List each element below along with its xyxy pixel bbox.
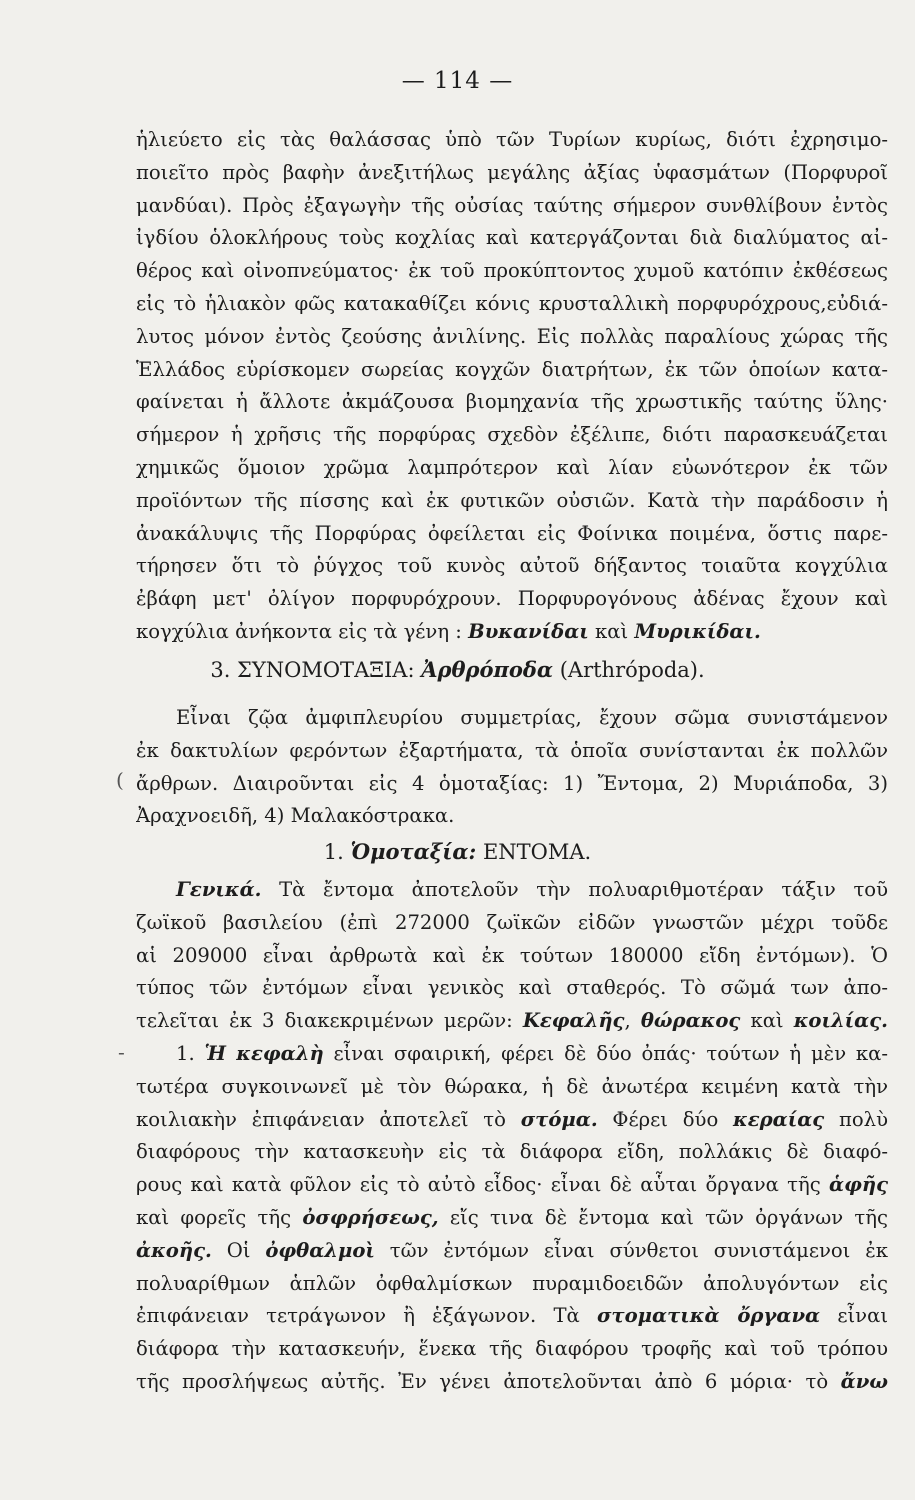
- genus-name-bold: Μυρικίδαι.: [634, 619, 761, 643]
- text-line: ποιεῖτο πρὸς βαφὴν ἀνεξιτήλως μεγάλης ἀξίας ὑφασμάτων (Πορφυροῖ: [136, 160, 888, 184]
- margin-mark: (: [116, 768, 124, 792]
- text-line: ἰγδίου ὁλοκλήρους τοὺς κοχλίας καὶ κατεργάζονται διὰ διαλύματος αἰ-: [136, 226, 888, 250]
- text-line: ἀνακάλυψις τῆς Πορφύρας ὀφείλεται εἰς Φοίνικα ποιμένα, ὅστις παρε-: [136, 521, 888, 545]
- text-line: θέρος καὶ οἰνοπνεύματος· ἐκ τοῦ προκύπτοντος χυμοῦ κατόπιν ἐκθέσεως: [136, 259, 888, 283]
- text-run: κοιλιακὴν ἐπιφάνειαν ἀποτελεῖ τὸ: [136, 1107, 521, 1131]
- heading-prefix: 3. ΣΥΝΟΜΟΤΑΞΙΑ:: [210, 658, 422, 682]
- text-run: τῶν ἐντόμων εἶναι σύνθετοι συνιστάμενοι ἐκ: [374, 1238, 888, 1262]
- text-line: τύπος τῶν ἐντόμων εἶναι γενικὸς καὶ σταθερός. Τὸ σῶμά των ἀπο-: [136, 976, 888, 1000]
- text-line: λυτος μόνον ἐντὸς ζεούσης ἀνιλίνης. Εἰς πολλὰς παραλίους χώρας τῆς: [136, 324, 888, 348]
- heading-bold-term: Ὁμοταξία:: [350, 839, 477, 864]
- term-bold: Κεφαλῆς: [522, 1009, 625, 1033]
- text-run: ἐπιφάνειαν τετράγωνον ἢ ἑξάγωνον. Τὰ: [136, 1304, 597, 1328]
- text-run: καὶ φορεῖς τῆς: [136, 1205, 303, 1229]
- text-line: ἡλιεύετο εἰς τὰς θαλάσσας ὑπὸ τῶν Τυρίων κυρίως, διότι ἐχρησιμο-: [136, 128, 888, 151]
- heading-prefix: 1.: [323, 840, 351, 864]
- paragraph-arthropoda-definition: [136, 702, 888, 833]
- term-bold: Ἡ κεφαλὴ: [204, 1042, 324, 1065]
- text-line: Ἀραχνοειδῆ, 4) Μαλακόστρακα.: [136, 804, 455, 828]
- text-line: διαφόρους τὴν κατασκευὴν εἰς τὰ διάφορα εἴδη, πολλάκις δὲ διαφό-: [136, 1140, 888, 1164]
- text-line: Εἶναι ζῷα ἀμφιπλευρίου συμμετρίας, ἔχουν σῶμα συνιστάμενον: [176, 706, 888, 729]
- text-line: ἄρθρων. Διαιροῦνται εἰς 4 ὁμοταξίας: 1) Ἔντομα, 2) Μυριάποδα, 3): [136, 771, 888, 795]
- text-line: προϊόντων τῆς πίσσης καὶ ἐκ φυτικῶν οὐσιῶν. Κατὰ τὴν παράδοσιν ἡ: [136, 488, 888, 512]
- heading-suffix: (Arthrópoda).: [553, 658, 705, 682]
- text-run: Φέρει δύο: [597, 1107, 734, 1131]
- text-run: ,: [624, 1009, 641, 1033]
- term-bold: θώρακος: [640, 1009, 741, 1033]
- text-line: ζωϊκοῦ βασιλείου (ἐπὶ 272000 ζωϊκῶν εἰδῶν γνωστῶν μέχρι τοῦδε: [136, 910, 888, 934]
- text-line: [136, 1005, 888, 1038]
- text-line: [136, 1300, 888, 1333]
- text-line: [136, 1202, 888, 1235]
- term-bold: ὀφθαλμοὶ: [265, 1238, 375, 1262]
- term-bold: στοματικὰ ὄργανα: [596, 1304, 821, 1328]
- text-line: αἱ 209000 εἶναι ἀρθρωτὰ καὶ ἐκ τούτων 180000 εἴδη ἐντόμων). Ὁ: [136, 943, 888, 967]
- text-line: [136, 1169, 888, 1202]
- section-heading-arthropoda: [0, 650, 915, 690]
- text-run: καὶ: [588, 619, 635, 643]
- margin-mark: -: [118, 1040, 125, 1064]
- text-line: [136, 874, 888, 907]
- term-bold: ὀσφρήσεως,: [302, 1205, 439, 1229]
- term-bold: κεραίας: [733, 1107, 825, 1131]
- text-run: εἶναι: [820, 1304, 888, 1328]
- text-line: Ἑλλάδος εὑρίσκομεν σωρείας κογχῶν διατρήτων, ἐκ τῶν ὁποίων κατα-: [136, 357, 888, 381]
- genus-name-bold: Βυκανίδαι: [468, 619, 589, 643]
- text-run: καὶ: [740, 1009, 794, 1033]
- page-number: — 114 —: [401, 68, 514, 94]
- text-line: σήμερον ἡ χρῆσις τῆς πορφύρας σχεδὸν ἐξέλιπε, διότι παρασκευάζεται: [136, 423, 888, 447]
- text-run: εἴς τινα δὲ ἔντομα καὶ τῶν ὀργάνων τῆς: [438, 1205, 888, 1229]
- text-line: [136, 1366, 888, 1399]
- text-line: διάφορα τὴν κατασκευήν, ἕνεκα τῆς διαφόρου τροφῆς καὶ τοῦ τρόπου: [136, 1337, 888, 1361]
- text-line: φαίνεται ἡ ἄλλοτε ἀκμάζουσα βιομηχανία τῆς χρωστικῆς ταύτης ὕλης·: [136, 390, 888, 414]
- paragraph-head: [136, 1038, 888, 1399]
- term-bold: κοιλίας.: [793, 1009, 888, 1033]
- heading-suffix: ΕΝΤΟΜΑ.: [476, 840, 592, 864]
- text-line: ἐκ δακτυλίων φερόντων ἐξαρτήματα, τὰ ὁποῖα συνίστανται ἐκ πολλῶν: [136, 738, 888, 762]
- text-line: [136, 1038, 888, 1071]
- text-line: μανδύαι). Πρὸς ἐξαγωγὴν τῆς οὐσίας ταύτης σήμερον συνθλίβουν ἐντὸς: [136, 193, 888, 217]
- text-line: [136, 616, 888, 649]
- text-run: τῆς προσλήψεως αὐτῆς. Ἐν γένει ἀποτελοῦνται ἀπὸ 6 μόρια· τὸ: [136, 1369, 841, 1393]
- text-line: τήρησεν ὅτι τὸ ῥύγχος τοῦ κυνὸς αὐτοῦ δήξαντος τοιαῦτα κογχύλια: [136, 554, 888, 578]
- text-line: ἐβάφη μετ' ὀλίγον πορφυρόχρουν. Πορφυρογόνους ἀδένας ἔχουν καὶ: [136, 587, 888, 611]
- text-run: κογχύλια ἀνήκοντα εἰς τὰ γένη :: [136, 619, 469, 643]
- term-bold: στόμα.: [520, 1107, 598, 1131]
- text-line: [136, 1104, 888, 1137]
- text-run: Τὰ ἔντομα ἀποτελοῦν τὴν πολυαριθμοτέραν τάξιν τοῦ: [261, 878, 888, 901]
- text-run: τελεῖται ἐκ 3 διακεκριμένων μερῶν:: [136, 1009, 523, 1033]
- lead-word-bold: Γενικά.: [176, 878, 262, 901]
- text-run: εἶναι σφαιρική, φέρει δὲ δύο ὀπάς· τούτων ἡ μὲν κα-: [323, 1042, 888, 1065]
- text-line: εἰς τὸ ἡλιακὸν φῶς κατακαθίζει κόνις κρυσταλλικὴ πορφυρόχρους,εὐδιά-: [136, 291, 888, 315]
- text-line: τωτέρα συγκοινωνεῖ μὲ τὸν θώρακα, ἡ δὲ ἀνωτέρα κειμένη κατὰ τὴν: [136, 1074, 888, 1098]
- text-line: [136, 1235, 888, 1268]
- heading-bold-term: Ἀρθρόποδα: [421, 657, 554, 682]
- text-line: πολυαρίθμων ἁπλῶν ὀφθαλμίσκων πυραμιδοειδῶν ἀπολυγόντων εἰς: [136, 1271, 888, 1295]
- text-line: χημικῶς ὅμοιον χρῶμα λαμπρότερον καὶ λίαν εὐωνότερον ἐκ τῶν: [136, 455, 888, 479]
- text-run: ρους καὶ κατὰ φῦλον εἰς τὸ αὐτὸ εἶδος· εἶναι δὲ αὗται ὄργανα τῆς: [136, 1173, 830, 1197]
- section-heading-insects: [0, 832, 915, 872]
- paragraph-purple-dye: [136, 124, 888, 649]
- text-run: Οἱ: [211, 1238, 266, 1262]
- text-run: 1.: [176, 1042, 205, 1065]
- paragraph-general: [136, 874, 888, 1038]
- term-bold: ἀκοῆς.: [136, 1238, 212, 1262]
- term-bold: ἁφῆς: [829, 1173, 888, 1197]
- text-run: πολὺ: [824, 1107, 888, 1131]
- term-bold: ἄνω: [840, 1369, 888, 1393]
